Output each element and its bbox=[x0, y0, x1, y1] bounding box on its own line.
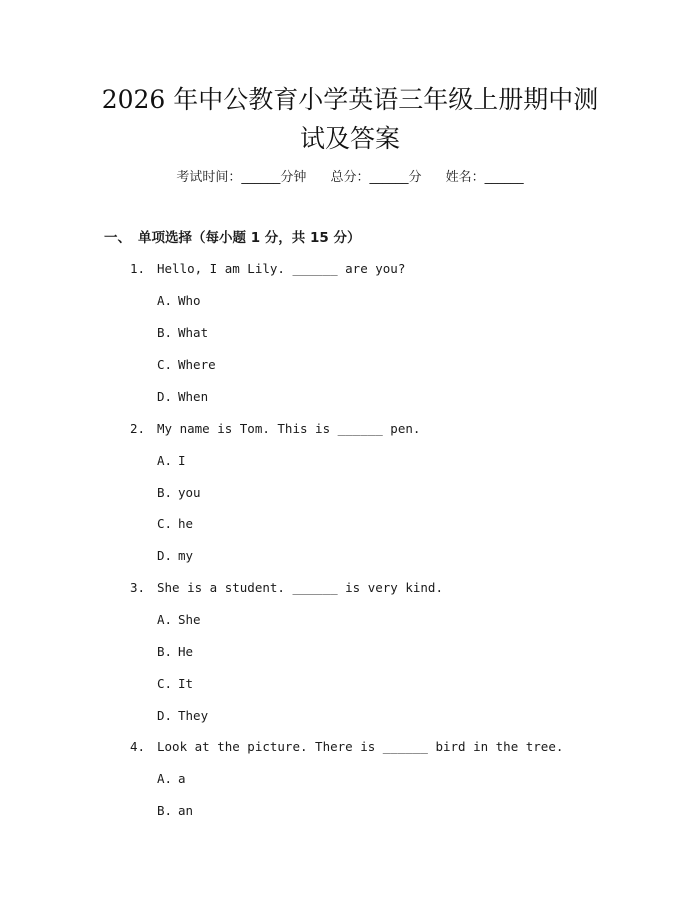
option-letter: A. bbox=[157, 612, 173, 627]
exam-meta bbox=[0, 168, 700, 188]
option-text: When bbox=[178, 389, 209, 404]
question-4-option-b bbox=[157, 802, 193, 820]
option-letter: B. bbox=[157, 644, 173, 659]
total-score-field bbox=[330, 168, 421, 188]
question-1-option-b bbox=[157, 324, 208, 342]
question-text: Hello, I am Lily. ______ are you? bbox=[157, 261, 406, 276]
option-text: What bbox=[178, 325, 209, 340]
section-number: 一、 bbox=[104, 230, 131, 246]
option-text: a bbox=[178, 771, 186, 786]
option-letter: B. bbox=[157, 803, 173, 818]
question-number: 1. bbox=[130, 261, 146, 276]
question-3-option-b bbox=[157, 643, 193, 661]
section-title: 单项选择（每小题 1 分，共 15 分） bbox=[138, 230, 361, 246]
total-score-unit: 分 bbox=[408, 170, 422, 185]
question-text: She is a student. ______ is very kind. bbox=[157, 580, 443, 595]
question-2-option-b bbox=[157, 484, 201, 502]
option-letter: C. bbox=[157, 357, 173, 372]
option-letter: A. bbox=[157, 771, 173, 786]
option-text: Who bbox=[178, 293, 201, 308]
question-2-option-a bbox=[157, 452, 186, 470]
question-text: Look at the picture. There is ______ bird in the tree. bbox=[157, 739, 564, 754]
exam-time-field bbox=[176, 168, 306, 188]
section-heading bbox=[104, 228, 360, 248]
option-text: you bbox=[178, 485, 201, 500]
option-letter: C. bbox=[157, 676, 173, 691]
document-title-line-1: 2026 年中公教育小学英语三年级上册期中测 bbox=[101, 85, 599, 114]
option-text: He bbox=[178, 644, 194, 659]
option-letter: D. bbox=[157, 389, 173, 404]
option-text: an bbox=[178, 803, 194, 818]
exam-time-label: 考试时间： bbox=[176, 170, 242, 185]
option-letter: B. bbox=[157, 485, 173, 500]
document-title-line-2: 试及答案 bbox=[299, 124, 400, 153]
question-3-option-d bbox=[157, 707, 208, 725]
question-1-option-c bbox=[157, 356, 216, 374]
question-text: My name is Tom. This is ______ pen. bbox=[157, 421, 421, 436]
student-name-blank: ______ bbox=[484, 170, 524, 185]
question-2 bbox=[130, 420, 420, 438]
option-letter: A. bbox=[157, 453, 173, 468]
option-text: my bbox=[178, 548, 194, 563]
student-name-field bbox=[446, 168, 524, 188]
question-3 bbox=[130, 579, 443, 597]
total-score-label: 总分： bbox=[330, 170, 370, 185]
question-number: 3. bbox=[130, 580, 146, 595]
option-text: I bbox=[178, 453, 186, 468]
option-text: he bbox=[178, 516, 194, 531]
option-text: It bbox=[178, 676, 194, 691]
question-3-option-a bbox=[157, 611, 201, 629]
option-letter: A. bbox=[157, 293, 173, 308]
option-letter: D. bbox=[157, 708, 173, 723]
question-2-option-c bbox=[157, 515, 193, 533]
option-text: They bbox=[178, 708, 209, 723]
exam-time-unit: 分钟 bbox=[280, 170, 307, 185]
question-1-option-d bbox=[157, 388, 208, 406]
question-number: 2. bbox=[130, 421, 146, 436]
option-letter: B. bbox=[157, 325, 173, 340]
question-3-option-c bbox=[157, 675, 193, 693]
question-4-option-a bbox=[157, 770, 186, 788]
question-4 bbox=[130, 738, 563, 756]
question-1 bbox=[130, 260, 405, 278]
option-text: Where bbox=[178, 357, 216, 372]
exam-time-blank: ______ bbox=[241, 170, 281, 185]
option-letter: D. bbox=[157, 548, 173, 563]
question-1-option-a bbox=[157, 292, 201, 310]
option-letter: C. bbox=[157, 516, 173, 531]
question-2-option-d bbox=[157, 547, 193, 565]
question-number: 4. bbox=[130, 739, 146, 754]
student-name-label: 姓名： bbox=[445, 170, 485, 185]
option-text: She bbox=[178, 612, 201, 627]
total-score-blank: ______ bbox=[369, 170, 409, 185]
